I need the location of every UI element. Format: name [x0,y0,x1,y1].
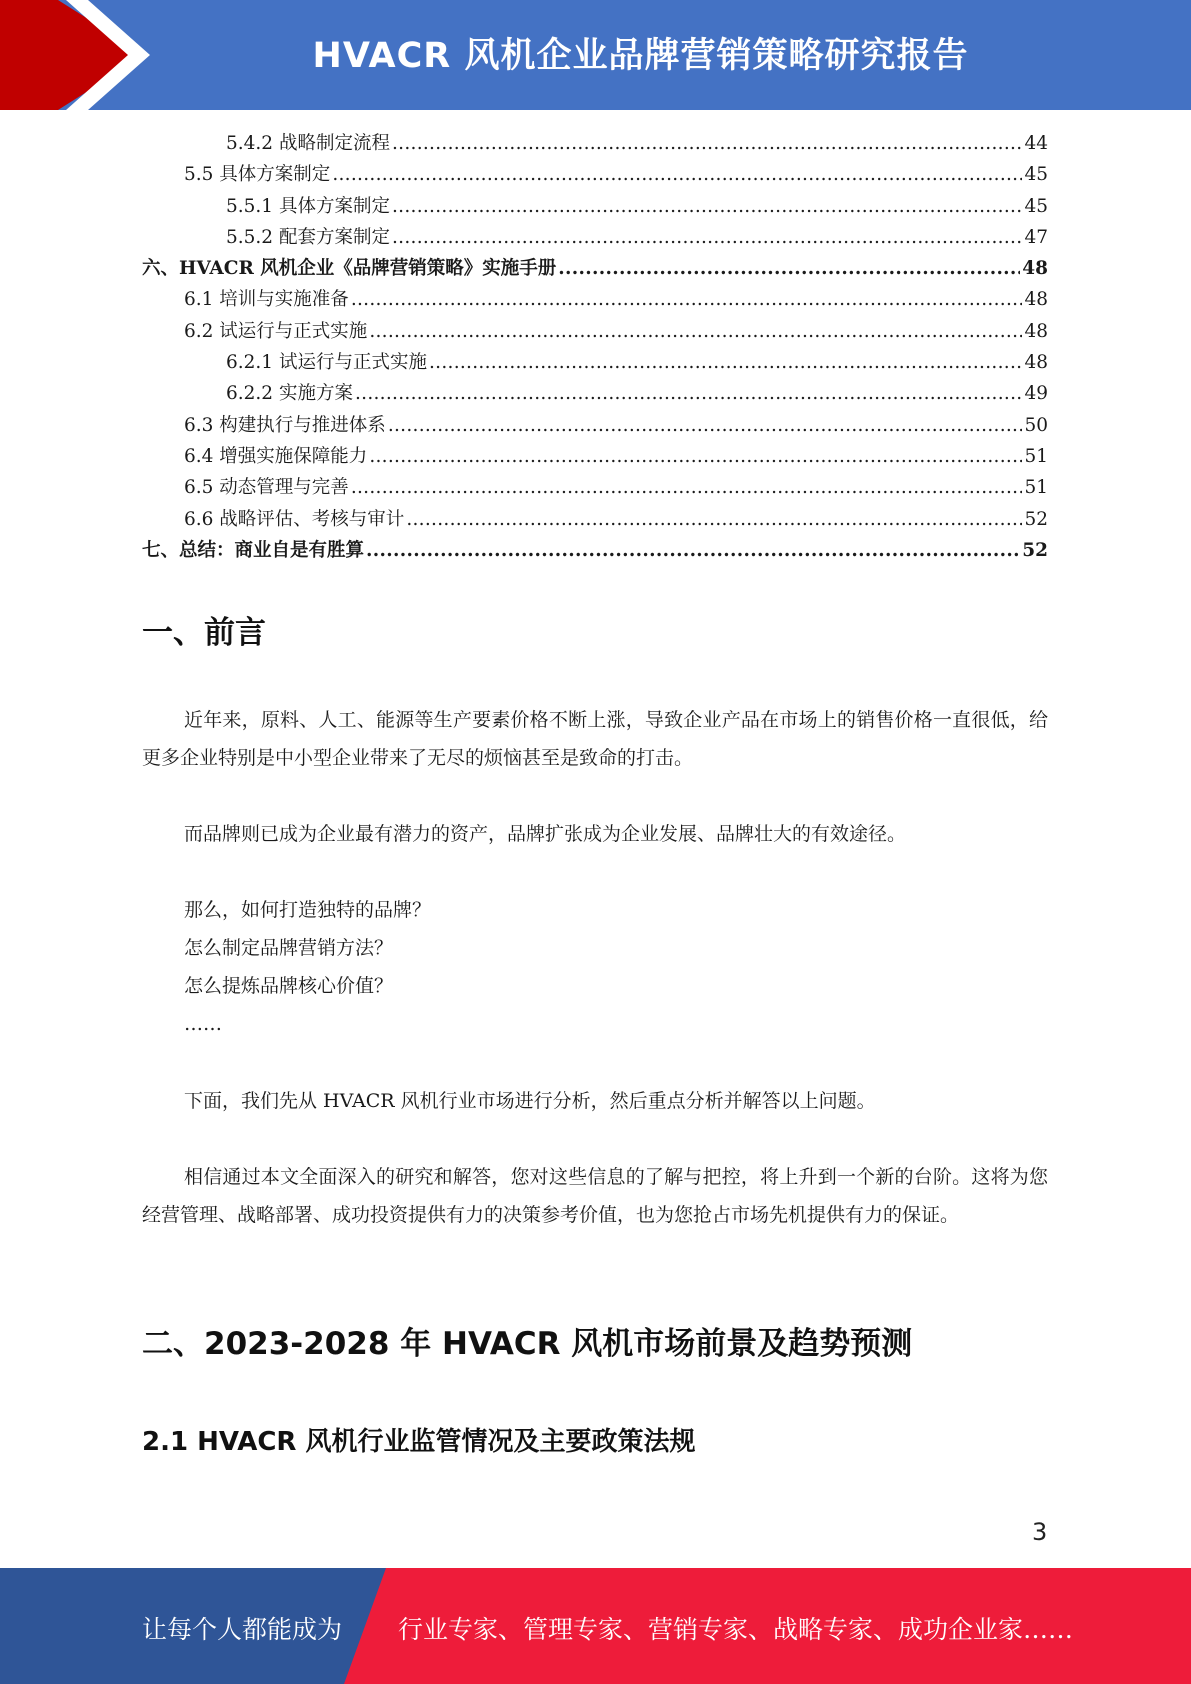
toc-entry-page: 44 [1024,133,1048,154]
header-banner [0,0,1191,110]
toc-entry[interactable] [142,378,1048,409]
toc-leader-dots [355,378,1023,409]
toc-entry[interactable] [142,191,1048,222]
toc-leader-dots [332,159,1022,190]
toc-entry[interactable] [142,347,1048,378]
toc-leader-dots [406,504,1022,535]
footer-slogan-right: 行业专家、管理专家、营销专家、战略专家、成功企业家…… [398,1615,1074,1644]
footer-slogan-left: 让每个人都能成为 [142,1615,343,1644]
toc-entry-page: 50 [1024,414,1048,436]
toc-entry-title: 6.6 战略评估、考核与审计 [184,508,405,530]
subsection-heading: 2.1 HVACR 风机行业监管情况及主要政策法规 [142,1427,696,1457]
toc-leader-dots [392,222,1022,253]
toc-entry-page: 47 [1024,226,1048,248]
preface-paragraph: 相信通过本文全面深入的研究和解答，您对这些信息的了解与把控，将上升到一个新的台阶。这将为您经营管理、战略部署、成功投资提供有力的决策参考价值，也为您抢占市场先机提供有力的保证。 [142,1166,1048,1226]
toc-entry-title: 七、总结：商业自是有胜算 [142,539,365,561]
toc-entry-title: 6.5 动态管理与完善 [184,477,349,499]
toc-entry-page: 48 [1024,289,1048,311]
toc-entry-page: 48 [1024,352,1048,374]
question-item: …… [184,1013,222,1035]
toc-entry[interactable] [142,472,1048,503]
toc-entry-title: 6.1 培训与实施准备 [184,289,349,311]
toc-entry[interactable] [142,316,1048,347]
toc-leader-dots [369,441,1022,472]
preface-paragraph: 近年来，原料、人工、能源等生产要素价格不断上涨，导致企业产品在市场上的销售价格一直很低，给更多企业特别是中小型企业带来了无尽的烦恼甚至是致命的打击。 [142,709,1048,769]
toc-entry-title: 6.2.2 实施方案 [226,383,353,405]
toc-entry-page: 52 [1022,539,1048,561]
toc-entry-page: 48 [1022,258,1048,280]
section-heading-preface: 一、前言 [142,615,266,651]
toc-entry[interactable] [142,159,1048,190]
document-title: HVACR 风机企业品牌营销策略研究报告 [312,36,969,76]
toc-leader-dots [392,191,1022,222]
question-item: 怎么提炼品牌核心价值？ [184,975,394,997]
toc-leader-dots [351,472,1023,503]
toc-entry[interactable] [142,441,1048,472]
section-heading-market-forecast: 二、2023-2028 年 HVACR 风机市场前景及趋势预测 [142,1326,913,1362]
page-number: 3 [1032,1518,1048,1546]
toc-entry-title: 6.2.1 试运行与正式实施 [226,352,427,374]
preface-paragraph: 而品牌则已成为企业最有潜力的资产，品牌扩张成为企业发展、品牌壮大的有效途径。 [184,823,907,845]
toc-leader-dots [366,535,1020,566]
toc-leader-dots [369,316,1022,347]
toc-entry-title: 5.5.1 具体方案制定 [226,195,390,217]
question-list [184,891,431,1043]
toc-entry-title: 6.3 构建执行与推进体系 [184,414,386,436]
toc-entry[interactable] [142,504,1048,535]
toc-entry-title: 6.4 增强实施保障能力 [184,445,368,467]
toc-entry-page: 49 [1024,383,1048,405]
toc-entry-page: 45 [1024,195,1048,217]
toc-entry-page: 48 [1024,320,1048,342]
toc-leader-dots [558,253,1020,284]
toc-entry-page: 51 [1024,445,1048,467]
toc-entry-title: 5.4.2 战略制定流程 [226,133,390,154]
toc-leader-dots [392,128,1022,159]
table-of-contents [142,128,1048,566]
toc-entry-page: 51 [1024,477,1048,499]
toc-leader-dots [388,410,1023,441]
preface-paragraph: 下面，我们先从 HVACR 风机行业市场进行分析，然后重点分析并解答以上问题。 [184,1090,876,1112]
toc-entry-title: 5.5 具体方案制定 [184,164,331,186]
question-item: 怎么制定品牌营销方法？ [184,937,394,959]
toc-entry-title: 六、HVACR 风机企业《品牌营销策略》实施手册 [142,258,557,280]
toc-entry[interactable] [142,128,1048,159]
toc-entry[interactable] [142,222,1048,253]
question-item: 那么，如何打造独特的品牌？ [184,899,432,921]
toc-entry-page: 52 [1024,508,1048,530]
toc-entry-page: 45 [1024,164,1048,186]
toc-entry[interactable] [142,284,1048,315]
toc-entry-title: 6.2 试运行与正式实施 [184,320,368,342]
toc-leader-dots [351,284,1023,315]
toc-entry-title: 5.5.2 配套方案制定 [226,226,390,248]
toc-leader-dots [429,347,1022,378]
toc-entry[interactable] [142,410,1048,441]
toc-entry[interactable] [142,535,1048,566]
footer-banner [0,1568,1191,1684]
toc-entry[interactable] [142,253,1048,284]
